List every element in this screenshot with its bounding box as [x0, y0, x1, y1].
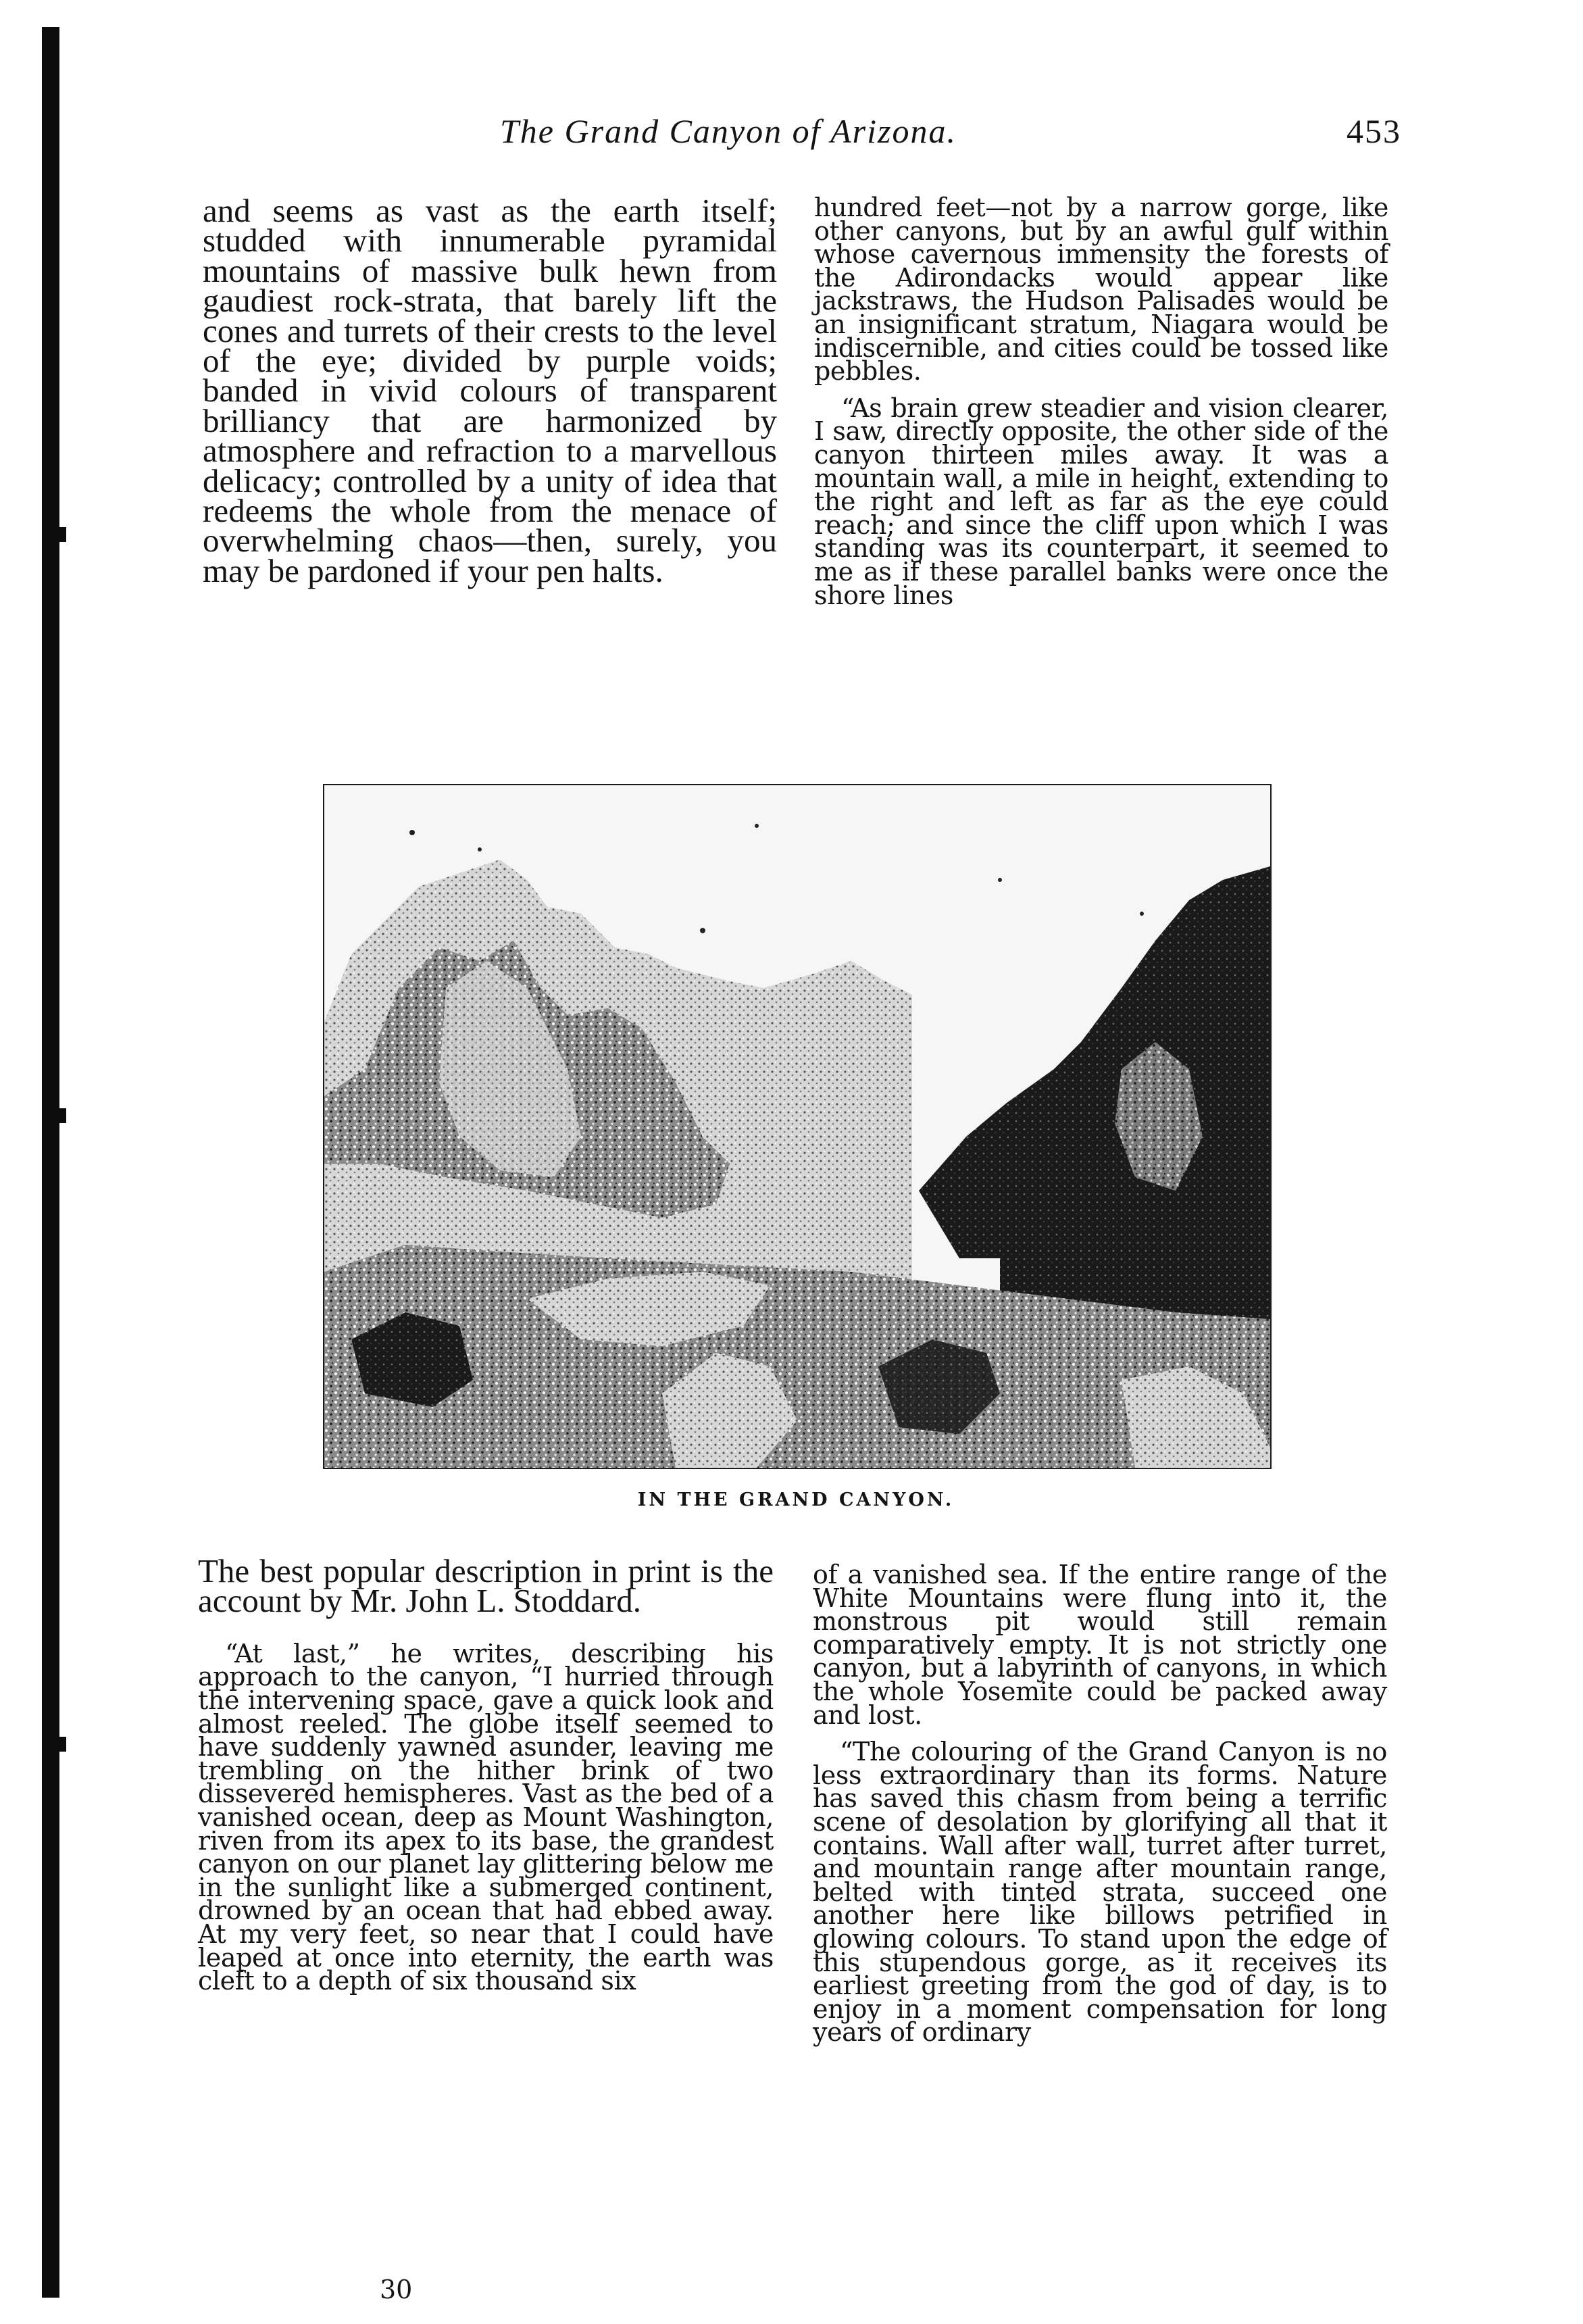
paragraph: and seems as vast as the earth itself; studded with innumerable pyramidal mountains of massive bulk hewn from gaudiest rock-strata, that barely lift the cones and turrets of their crests to the level of the eye; divided by purple voids; banded in vivid colours of transparent brilliancy that are harmonized by atmosphere and refraction to a marvellous delicacy; controlled by a unity of idea that redeems the whole from the menace of overwhelming chaos—then, surely, you may be pardoned if your pen halts. [203, 192, 777, 589]
lead-paragraph: The best popular description in print is the account by Mr. John L. Stoddard. [198, 1552, 774, 1620]
spine-mark [59, 527, 66, 542]
left-column-bottom [198, 1552, 774, 1996]
signature-mark: 30 [380, 2275, 413, 2304]
canyon-engraving [323, 784, 1272, 1469]
page-number: 453 [1347, 112, 1401, 150]
left-column-top [203, 192, 777, 589]
spine-mark [59, 1737, 66, 1752]
paragraph: “The colouring of the Grand Canyon is no less extraordinary than its forms. Nature has saved this chasm from being a terrific scene of desolation by glorifying all that it contains. Wall after wall, turret after turret, and mountain range after mountain range, belted with tinted strata, succeed one another here like billows petrified in glowing colours. To stand upon the edge of this stupendous gorge, as it receives its earliest greeting from the god of day, is to enjoy in a moment compensation for long years of ordinary [813, 1737, 1387, 2048]
paragraph: of a vanished sea. If the entire range of the White Mountains were flung into it, the monstrous pit would still remain comparatively empty. It is not strictly one canyon, but a labyrinth of canyons, in which the whole Yosemite could be packed away and lost. [813, 1560, 1387, 1730]
paragraph: hundred feet—not by a narrow gorge, like other canyons, but by an awful gulf within whose cavernous immensity the forests of the Adirondacks would appear like jackstraws, the Hudson Palisades would be an insignificant stratum, Niagara would be indiscernible, and cities could be tossed like pebbles. [814, 193, 1388, 387]
right-column-bottom [813, 1560, 1387, 2048]
running-head: The Grand Canyon of Arizona. [500, 112, 957, 150]
canyon-illustration [324, 785, 1270, 1468]
book-spine-edge [42, 27, 59, 2298]
figure-caption: IN THE GRAND CANYON. [637, 1489, 955, 1510]
paragraph: “At last,” he writes, describing his approach to the canyon, “I hurried through the intervening space, gave a quick look and almost reeled. The globe itself seemed to have suddenly yawned asunder, leaving me trembling on the hither brink of two dissevered hemispheres. Vast as the bed of a vanished ocean, deep as Mount Washington, riven from its apex to its base, the grandest canyon on our planet lay glittering below me in the sunlight like a submerged continent, drowned by an ocean that had ebbed away. At my very feet, so near that I could have leaped at once into eternity, the earth was cleft to a depth of six thousand six [198, 1638, 774, 1996]
spine-mark [59, 1108, 66, 1123]
right-column-top [814, 193, 1388, 610]
paragraph: “As brain grew steadier and vision clearer, I saw, directly opposite, the other side of the canyon thirteen miles away. It was a mountain wall, a mile in height, extending to the right and left as far as the eye could reach; and since the cliff upon which I was standing was its counterpart, it seemed to me as if these parallel banks were once the shore lines [814, 393, 1388, 610]
